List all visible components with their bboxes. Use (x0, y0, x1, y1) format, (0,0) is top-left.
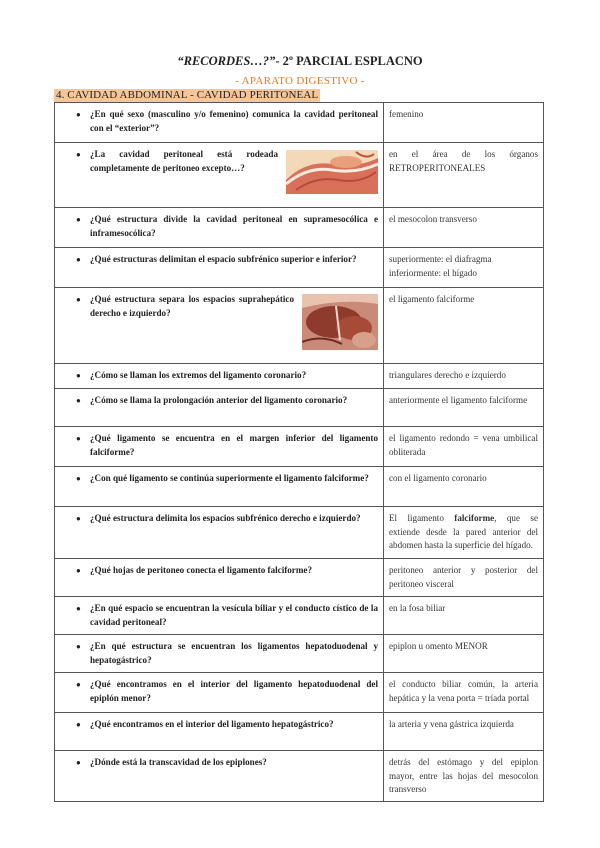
page-subtitle: - APARATO DIGESTIVO - (235, 75, 365, 87)
answer-cell: el mesocolon transverso (384, 208, 544, 248)
answer-cell: en el área de los órganos RETROPERITONEALES (384, 143, 544, 208)
question-text: ¿Qué estructuras delimitan el espacio subfrénico superior e inferior? (90, 254, 357, 264)
answer-text: , que se extiende desde la pared anterior del abdomen hasta la superficie del hígado. (389, 513, 539, 550)
table-row (55, 507, 544, 559)
question-cell (55, 103, 384, 143)
question-text: ¿En qué sexo (masculino y/o femenino) comunica la cavidad peritoneal con el “exterior”? (90, 109, 378, 133)
qa-table (54, 102, 544, 802)
question-text: ¿En qué estructura se encuentran los ligamentos hepatoduodenal y hepatogástrico? (90, 641, 378, 665)
bullet-icon: ● (76, 396, 81, 405)
answer-cell: el conducto biliar común, la arteria hepática y la vena porta = tríada portal (384, 673, 544, 713)
table-row (55, 389, 544, 427)
question-cell (55, 635, 384, 673)
bullet-icon: ● (76, 566, 81, 575)
bullet-icon: ● (76, 150, 81, 159)
bullet-icon: ● (76, 758, 81, 767)
table-row (55, 635, 544, 673)
table-row (55, 427, 544, 467)
page-title (0, 54, 600, 69)
question-text: ¿En qué espacio se encuentran la vesícula biliar y el conducto cístico de la cavidad peritoneal? (90, 603, 378, 627)
table-row (55, 467, 544, 507)
question-text: ¿Qué ligamento se encuentra en el margen inferior del ligamento falciforme? (90, 433, 378, 457)
answer-cell (384, 507, 544, 559)
table-row (55, 713, 544, 751)
question-cell (55, 713, 384, 751)
answer-cell: epiplon u omento MENOR (384, 635, 544, 673)
answer-cell: peritoneo anterior y posterior del peritoneo visceral (384, 559, 544, 597)
table-row (55, 208, 544, 248)
question-cell (55, 597, 384, 635)
answer-cell: el ligamento redondo = vena umbilical obliterada (384, 427, 544, 467)
question-cell (55, 143, 384, 208)
bullet-icon: ● (76, 474, 81, 483)
bullet-icon: ● (76, 110, 81, 119)
answer-cell: detrás del estómago y del epiplon mayor, entre las hojas del mesocolon transverso (384, 751, 544, 802)
bullet-icon: ● (76, 642, 81, 651)
answer-cell: anteriormente el ligamento falciforme (384, 389, 544, 427)
question-text: ¿Qué hojas de peritoneo conecta el ligamento falciforme? (90, 565, 312, 575)
table-row (55, 673, 544, 713)
question-cell (55, 364, 384, 389)
bullet-icon: ● (76, 371, 81, 380)
table-row (55, 248, 544, 288)
answer-cell: la arteria y vena gástrica izquierda (384, 713, 544, 751)
answer-text: El ligamento (389, 513, 455, 523)
question-cell (55, 427, 384, 467)
bullet-icon: ● (76, 680, 81, 689)
table-row (55, 288, 544, 364)
question-cell (55, 208, 384, 248)
section-heading: 4. CAVIDAD ABDOMINAL - CAVIDAD PERITONEAL (56, 89, 319, 101)
bullet-icon: ● (76, 255, 81, 264)
answer-emphasis: falciforme (454, 513, 495, 523)
question-text: ¿Con qué ligamento se continúa superiormente el ligamento falciforme? (90, 473, 369, 483)
question-cell (55, 389, 384, 427)
question-text: ¿Qué estructura separa los espacios suprahepático derecho e izquierdo? (90, 294, 294, 318)
bullet-icon: ● (76, 434, 81, 443)
question-text: ¿Cómo se llaman los extremos del ligamento coronario? (90, 370, 307, 380)
question-text: ¿La cavidad peritoneal está rodeada completamente de peritoneo excepto…? (90, 149, 278, 173)
answer-line: superiormente: el diafragma (389, 254, 492, 264)
question-cell (55, 288, 384, 364)
liver-illustration-image (302, 294, 378, 350)
bullet-icon: ● (76, 295, 81, 304)
question-text: ¿Qué estructura divide la cavidad peritoneal en supramesocólica e inframesocólica? (90, 214, 378, 238)
table-row (55, 559, 544, 597)
question-cell (55, 751, 384, 802)
table-row (55, 597, 544, 635)
title-rest: - 2º PARCIAL ESPLACNO (275, 54, 423, 68)
bullet-icon: ● (76, 514, 81, 523)
question-cell (55, 507, 384, 559)
question-text: ¿Qué encontramos en el interior del ligamento hepatoduodenal del epiplón menor? (90, 679, 378, 703)
question-cell (55, 248, 384, 288)
bullet-icon: ● (76, 720, 81, 729)
answer-cell: femenino (384, 103, 544, 143)
answer-line: inferiormente: el hígado (389, 267, 477, 278)
question-text: ¿Dónde está la transcavidad de los epiplones? (90, 757, 267, 767)
table-row (55, 103, 544, 143)
title-italic: “RECORDES…?” (177, 54, 276, 68)
answer-cell: el ligamento falciforme (384, 288, 544, 364)
question-cell (55, 559, 384, 597)
bullet-icon: ● (76, 604, 81, 613)
table-row (55, 143, 544, 208)
bullet-icon: ● (76, 215, 81, 224)
answer-cell: triangulares derecho e izquierdo (384, 364, 544, 389)
table-row (55, 751, 544, 802)
answer-cell: en la fosa biliar (384, 597, 544, 635)
table-row (55, 364, 544, 389)
peritoneum-illustration-image (286, 150, 378, 194)
question-text: ¿Cómo se llama la prolongación anterior del ligamento coronario? (90, 395, 348, 405)
question-cell (55, 673, 384, 713)
answer-cell (384, 248, 544, 288)
answer-cell: con el ligamento coronario (384, 467, 544, 507)
question-cell (55, 467, 384, 507)
question-text: ¿Qué estructura delimita los espacios subfrénico derecho e izquierdo? (90, 513, 361, 523)
question-text: ¿Qué encontramos en el interior del ligamento hepatogástrico? (90, 719, 334, 729)
